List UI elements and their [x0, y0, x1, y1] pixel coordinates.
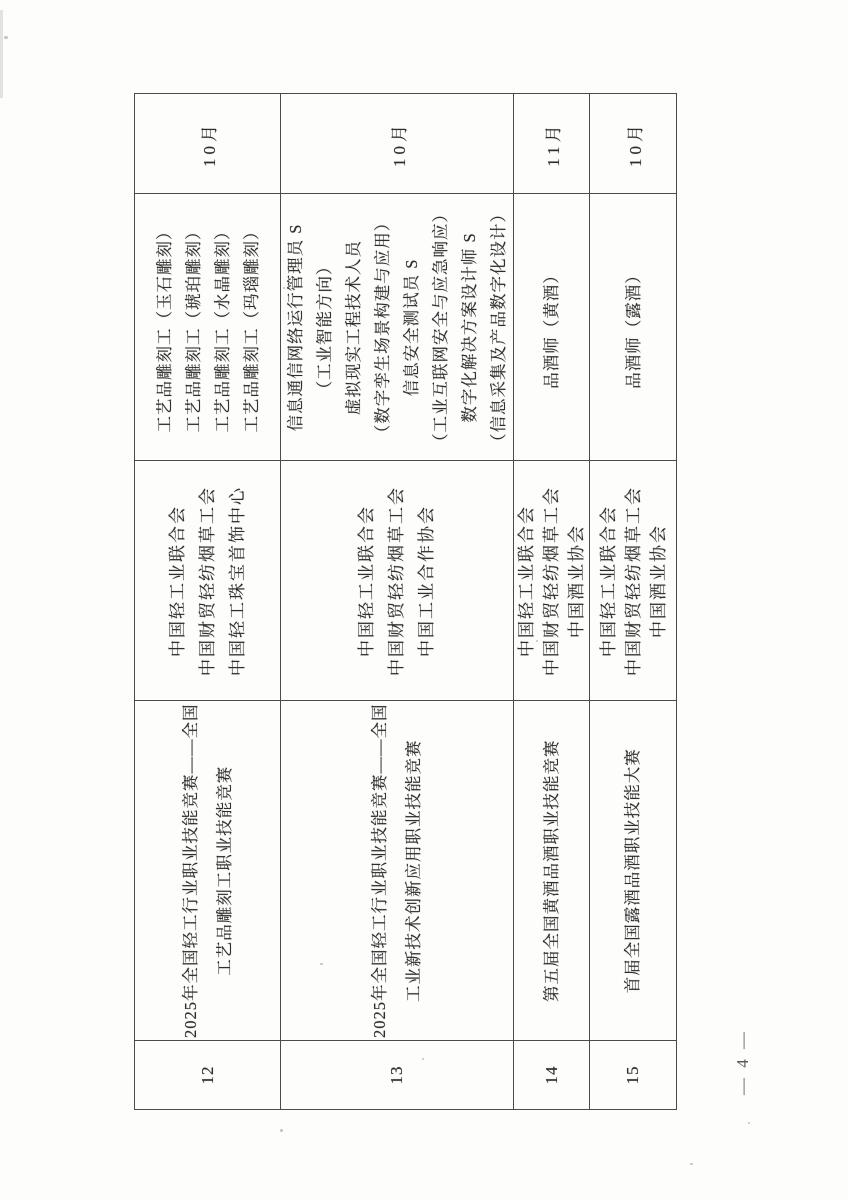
scan-speckle — [4, 36, 8, 39]
cell-serial-number — [590, 1041, 677, 1110]
competition-name-line: 工业新技术创新应用职业技能竞赛 — [404, 739, 423, 1002]
table-row — [135, 94, 281, 1110]
serial-number: 15 — [623, 1065, 642, 1085]
cell-occupations — [590, 194, 677, 461]
organizer-line: 中国酒业协会 — [567, 524, 586, 638]
organizer-line: 中国财贸轻纺烟草工会 — [542, 486, 561, 676]
occupation-line: （数字孪生场景构建与应用） — [373, 213, 392, 442]
cell-organizers — [281, 461, 514, 701]
serial-number: 12 — [197, 1065, 217, 1085]
scan-speckle — [748, 1122, 750, 1124]
cell-competition-name — [590, 701, 677, 1041]
cell-time — [514, 94, 590, 194]
cell-time — [281, 94, 514, 194]
cell-serial-number — [281, 1041, 514, 1110]
scan-speckle — [320, 963, 323, 965]
time-value: 10月 — [625, 121, 645, 167]
scan-speckle — [280, 1129, 283, 1132]
table-row — [514, 94, 590, 1110]
cell-organizers — [590, 461, 677, 701]
occupation-line: 信息安全测试员 S — [402, 258, 421, 397]
scan-edge-smudge — [0, 10, 3, 98]
cell-time — [135, 94, 281, 194]
scan-speckle — [422, 1058, 424, 1060]
occupation-line: 工艺品雕刻工（水晶雕刻） — [212, 222, 232, 433]
scan-speckle — [283, 287, 285, 289]
cell-serial-number — [135, 1041, 281, 1110]
organizer-line: 中国工业合作协会 — [417, 505, 436, 657]
time-value: 10月 — [389, 121, 409, 167]
organizer-line: 中国轻工业联合会 — [167, 505, 187, 657]
cell-competition-name — [135, 701, 281, 1041]
organizer-line: 中国酒业协会 — [648, 524, 668, 638]
cell-organizers — [135, 461, 281, 701]
occupation-line: （工业智能方向） — [315, 257, 334, 398]
organizer-line: 中国轻工业联合会 — [357, 505, 376, 657]
cell-occupations — [135, 194, 281, 461]
cell-serial-number — [514, 1041, 590, 1110]
table-row — [590, 94, 677, 1110]
organizer-line: 中国轻工珠宝首饰中心 — [227, 486, 247, 676]
occupation-line: 工艺品雕刻工（琥珀雕刻） — [183, 222, 203, 433]
occupation-line: 数字化解决方案设计师 S — [460, 232, 479, 423]
occupation-line: 虚拟现实工程技术人员 — [344, 240, 363, 415]
competition-name-line: 第五届全国黄酒品酒职业技能竞赛 — [541, 739, 561, 1002]
scan-speckle — [536, 640, 538, 642]
occupation-line: 品酒师（露酒） — [623, 266, 643, 389]
cell-competition-name — [514, 701, 590, 1041]
competition-name-line: 2025年全国轻工行业职业技能竞赛——全国 — [370, 703, 389, 1038]
occupation-line: 品酒师（黄酒） — [542, 266, 561, 389]
organizer-line: 中国轻工业联合会 — [598, 505, 618, 657]
organizer-line: 中国财贸轻纺烟草工会 — [623, 486, 643, 676]
time-value: 11月 — [544, 121, 563, 167]
cell-organizers — [514, 461, 590, 701]
serial-number: 13 — [387, 1065, 406, 1085]
competition-name-line: 2025年全国轻工行业职业技能竞赛——全国 — [180, 703, 200, 1038]
occupation-line: 工艺品雕刻工（玉石雕刻） — [154, 222, 174, 433]
organizer-line: 中国轻工业联合会 — [517, 505, 536, 657]
table-row — [281, 94, 514, 1110]
scan-speckle — [690, 1163, 693, 1165]
occupation-line: 工艺品雕刻工（玛瑙雕刻） — [241, 222, 261, 433]
cell-competition-name — [281, 701, 514, 1041]
competition-name-line: 首届全国露酒品酒职业技能大赛 — [623, 748, 642, 994]
occupation-line: 信息通信网络运行管理员 S — [286, 223, 305, 432]
cell-time — [590, 94, 677, 194]
occupation-line: （工业互联网安全与应急响应） — [431, 205, 450, 450]
occupation-line: （信息采集及产品数字化设计） — [489, 205, 508, 450]
organizer-line: 中国财贸轻纺烟草工会 — [387, 486, 406, 676]
page-number: — 4 — — [733, 1029, 752, 1095]
cell-occupations — [281, 194, 514, 461]
organizer-line: 中国财贸轻纺烟草工会 — [197, 486, 217, 676]
competition-name-line: 工艺品雕刻工职业技能竞赛 — [214, 765, 234, 976]
competition-schedule-table — [134, 94, 677, 1111]
serial-number: 14 — [541, 1065, 561, 1085]
cell-occupations — [514, 194, 590, 461]
time-value: 10月 — [200, 121, 219, 167]
